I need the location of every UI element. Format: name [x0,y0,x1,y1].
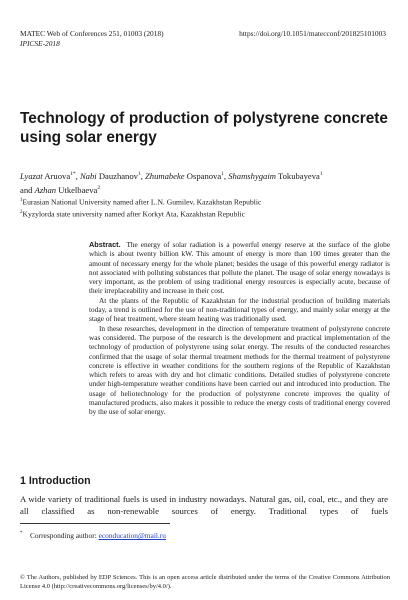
author-list [20,168,388,196]
paper-title: Technology of production of polystyrene concrete using solar energy [20,110,388,146]
conference-name: IPICSE-2018 [20,39,60,48]
footnote-label: Corresponding author: [30,531,97,540]
doi-link[interactable]: https://doi.org/10.1051/matecconf/201825101003 [239,29,386,38]
author: Zhumabeke Ospanova$^1$, [145,170,229,181]
abstract-label: Abstract. [89,240,121,249]
affiliation: $^2$Kyzylorda state university named after Korkyt Ata, Kazakhstan Republic [20,209,245,219]
affiliation: $^1$Eurasian National University named after L.N. Gumilev, Kazakhstan Republic [20,197,262,207]
section-body-text: A wide variety of traditional fuels is used in industry nowadays. Natural gas, oil, coal, etc., and they are all classified as non-renewable sources of energy. Traditional types of fuels [20,494,388,516]
author: Shamshygaim Tokubayeva$^1$ [228,170,323,181]
license-footer: © The Authors, published by EDP Sciences. This is an open access article distributed under the terms of the Creative Commons Attribution License 4.0 (http://creativecommons.org/licenses/by/4.0/). [20,574,390,590]
journal-name: MATEC Web of Conferences 251, 01003 (2018) [20,29,164,38]
journal-header [20,29,164,49]
abstract [89,240,390,417]
footnote [20,531,166,541]
author: Azhan Utkelbaeva$^2$ [34,184,101,195]
abstract-paragraph: Abstract. The energy of solar radiation is a powerful energy reserve at the surface of the globe which is about twenty billion kW. This amount of energy is more than 100 times greater than the amount of necessary energy for the whole planet; besides the usage of this powerful energy radiator is not associated with polluting substances that pollute the planet. The usage of solar energy nowadays is very important, as the problem of using traditional energy resources is especially acute, because of their irreplaceability and increase in their cost. [89,240,390,296]
footnote-marker: * [20,531,23,536]
footnote-divider [20,523,170,524]
section-heading: 1 Introduction [20,475,91,487]
author: Nabi Dauzhanov$^1$, [79,170,145,181]
abstract-paragraph: At the plants of the Republic of Kazakhstan for the industrial production of building materials today, a trend is outlined for the use of non-traditional types of energy, and mainly solar energy at the stage of heat treatment, where steam heating was traditionally used. [89,295,390,324]
author: Lyazat Aruova$^{1*}$, [20,170,80,181]
affiliations [20,196,388,219]
abstract-paragraph: In these researches, development in the direction of temperature treatment of polystyrene concrete was considered. The purpose of the research is the development and practical implementation of the technology of production of polystyrene using solar energy. The results of the conducted researches confirmed that the usage of solar thermal treatment methods for the thermal treatment of polystyrene concrete is effective in weather conditions for the southern regions of the Republic of Kazakhstan which refers to areas with dry and hot climatic conditions. Detailed studies of polystyrene concrete under high-temperature weather conditions have been carried out and introduced into production. The usage of heliotechnology for the production of polystyrene concrete improves the quality of manufactured products, also makes it possible to reduce the energy costs of traditional energy covered by the use of solar energy. [89,323,390,417]
corresponding-email-link[interactable]: econducation@mail.ru [98,531,166,540]
authors-and: and [20,184,33,195]
